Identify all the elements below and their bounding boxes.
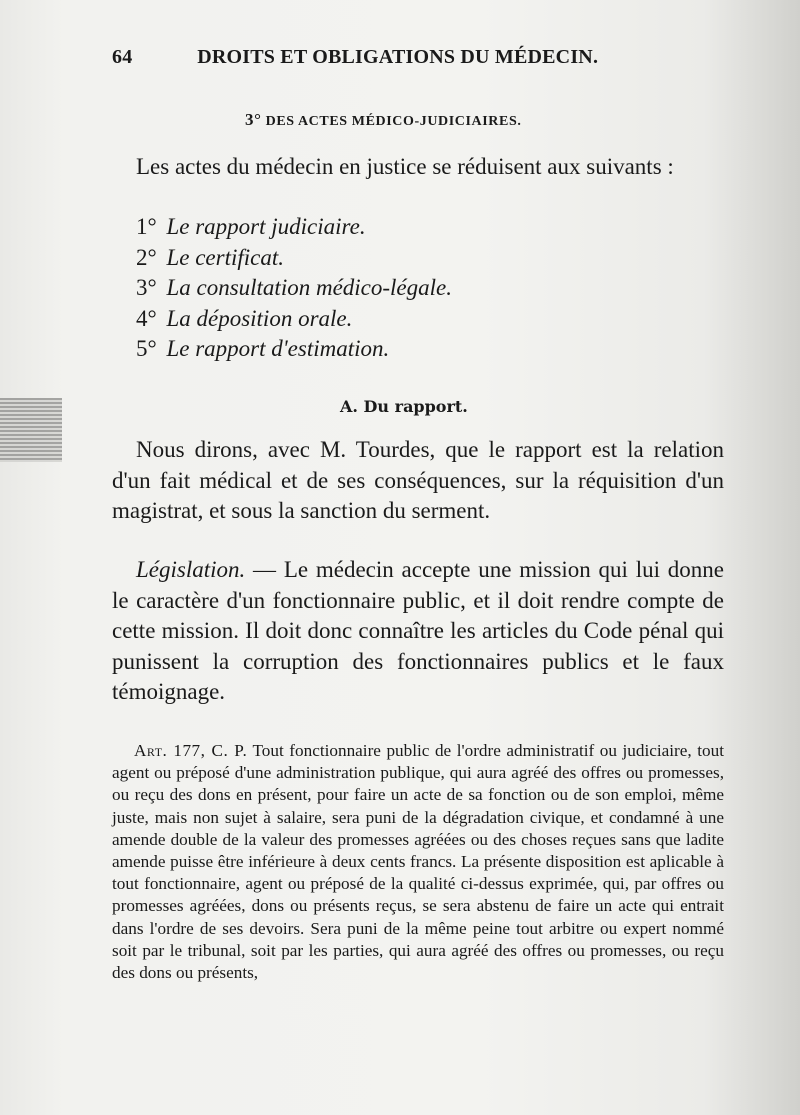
intro-paragraph: Les actes du médecin en justice se réduisent aux suivants : <box>136 154 674 179</box>
section-heading <box>245 110 521 130</box>
legislation-text: — Le médecin accepte une mission qui lui donne le caractère d'un fonctionnaire public, et il doit rendre compte de cette mission. Il doit donc connaître les articles du Code pénal qui punissent la corruption des fonctionnaires publics et le faux témoignage. <box>112 557 724 704</box>
article-label: Art. 177, C. P. <box>134 741 248 760</box>
running-header <box>112 46 652 69</box>
list-item-number: 1° <box>136 214 157 239</box>
list-item <box>136 304 452 335</box>
list-item-text: Le certificat. <box>166 244 284 270</box>
list-item-text: La consultation médico-légale. <box>166 275 452 300</box>
list-item-number: 5° <box>136 336 157 361</box>
running-title: DROITS ET OBLIGATIONS DU MÉDECIN. <box>197 46 599 68</box>
list-item-text: La déposition orale. <box>166 305 353 331</box>
subsection-heading: A. Du rapport. <box>340 397 468 416</box>
article-text: Tout fonctionnaire public de l'ordre administratif ou judiciaire, tout agent ou préposé d'une administration publique, qui aura agréé des offres ou promesses, ou reçu des dons en présent, pour faire un acte de sa fonction ou de son emploi, même juste, mais non sujet à salaire, sera puni de la dégradation civique, et condamné à une amende double de la valeur des promesses agréées ou des choses reçues sans que ladite amende puisse être inférieure à deux cents francs. La présente disposition est aplicable à tout fonctionnaire, agent ou préposé de la qualité ci-dessus exprimée, qui, par offres ou promesses agréées, dons ou présents reçus, se sera abstenu de faire un acte qui entrait dans l'ordre de ses devoirs. Sera puni de la même peine tout arbitre ou expert nommé soit par le tribunal, soit par les parties, qui aura agréé des offres ou promesses, ou reçu des dons ou présents, <box>112 741 724 983</box>
scan-edge-mark <box>0 398 62 462</box>
acts-list <box>136 212 452 365</box>
legislation-paragraph <box>112 555 724 708</box>
list-item <box>136 334 452 365</box>
page-number: 64 <box>112 46 133 68</box>
list-item-text: Le rapport judiciaire. <box>166 214 366 239</box>
definition-paragraph: Nous dirons, avec M. Tourdes, que le rapport est la relation d'un fait médical et de ses conséquences, sur la réquisition d'un magistrat, et sous la sanction du serment. <box>112 437 724 523</box>
section-title: DES ACTES MÉDICO-JUDICIAIRES. <box>265 114 522 129</box>
list-item <box>136 273 452 304</box>
list-item-number: 3° <box>136 275 157 300</box>
section-number: 3° <box>245 110 262 129</box>
list-item-number: 2° <box>136 244 157 270</box>
list-item-number: 4° <box>136 305 157 331</box>
article-177-quote <box>112 740 724 984</box>
legislation-lead: Législation. <box>136 557 246 582</box>
list-item <box>136 212 452 243</box>
list-item <box>136 243 452 274</box>
list-item-text: Le rapport d'estimation. <box>166 336 390 361</box>
